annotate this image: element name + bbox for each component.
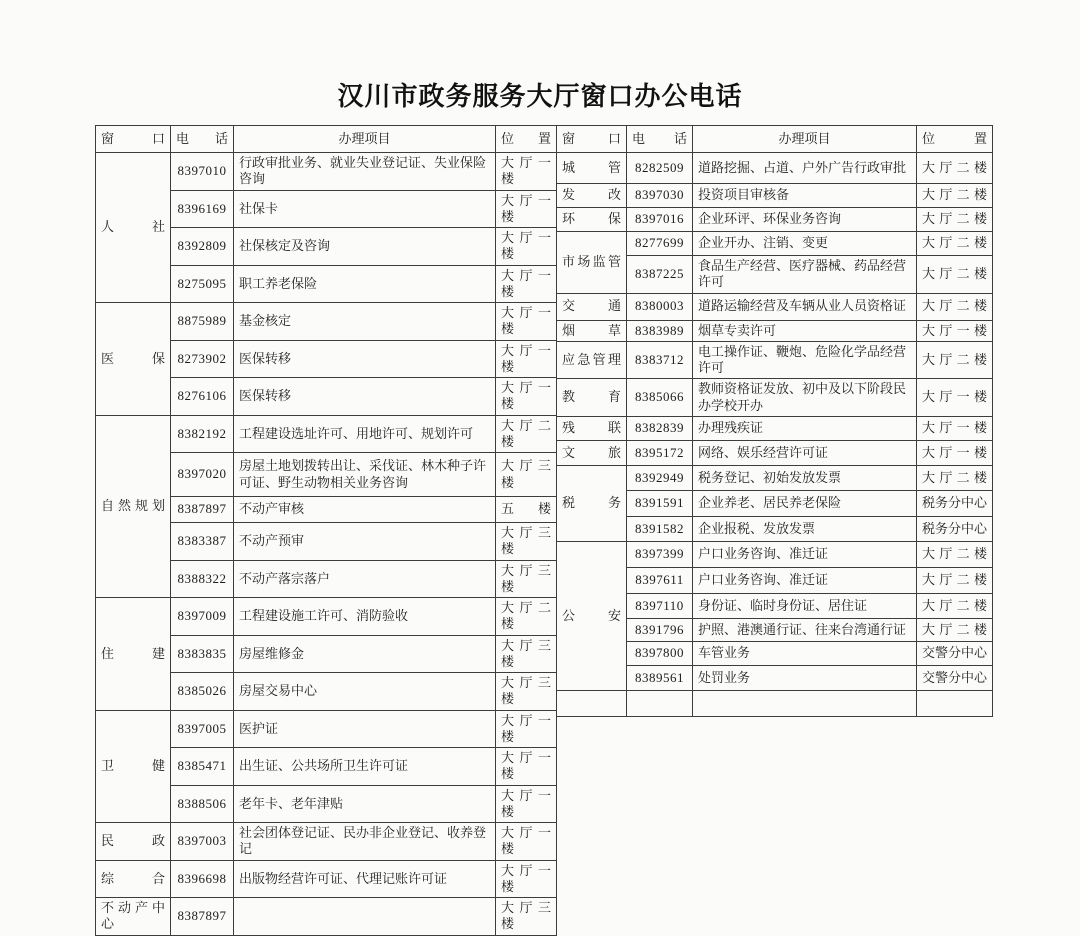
table-row	[557, 541, 993, 567]
location-cell: 大厅三楼	[496, 898, 557, 936]
table-row	[557, 208, 993, 232]
items-cell: 企业环评、环保业务咨询	[693, 208, 917, 232]
location-cell: 大厅一楼	[496, 785, 557, 823]
table-row	[96, 710, 557, 748]
phone-cell: 8397016	[627, 208, 693, 232]
items-cell: 老年卡、老年津贴	[234, 785, 496, 823]
phone-cell: 8388322	[171, 560, 234, 598]
location-cell: 大厅一楼	[496, 153, 557, 191]
location-cell: 大厅一楼	[917, 440, 993, 465]
items-cell	[234, 898, 496, 936]
items-cell: 办理残疾证	[693, 416, 917, 440]
table-header-row	[96, 126, 557, 153]
header-window: 窗口	[96, 126, 171, 153]
location-cell: 五楼	[496, 497, 557, 523]
window-group-cell: 交通	[557, 293, 627, 320]
items-cell: 车管业务	[693, 641, 917, 665]
items-cell: 医保转移	[234, 378, 496, 416]
items-cell: 房屋土地划拨转出让、采伐证、林木种子许可证、野生动物相关业务咨询	[234, 453, 496, 497]
phone-cell: 8397020	[171, 453, 234, 497]
location-cell: 大厅二楼	[917, 567, 993, 593]
items-cell: 投资项目审核备	[693, 184, 917, 208]
table-row	[96, 153, 557, 191]
phone-cell: 8391582	[627, 516, 693, 541]
phone-cell: 8385471	[171, 748, 234, 786]
phone-cell: 8392949	[627, 465, 693, 490]
table-row	[557, 153, 993, 184]
phone-cell: 8387225	[627, 256, 693, 294]
location-cell: 大厅三楼	[496, 560, 557, 598]
items-cell: 社保卡	[234, 190, 496, 228]
location-cell: 大厅二楼	[496, 598, 557, 636]
location-cell: 大厅二楼	[917, 232, 993, 256]
window-group-cell: 应急管理	[557, 341, 627, 379]
location-cell: 大厅二楼	[917, 293, 993, 320]
items-cell: 工程建设选址许可、用地许可、规划许可	[234, 415, 496, 453]
location-cell: 大厅一楼	[917, 320, 993, 341]
phone-cell: 8875989	[171, 303, 234, 341]
left-table	[95, 125, 557, 936]
page-title: 汉川市政务服务大厅窗口办公电话	[337, 82, 743, 111]
phone-cell: 8397003	[171, 823, 234, 861]
items-cell: 烟草专卖许可	[693, 320, 917, 341]
location-cell: 大厅二楼	[496, 415, 557, 453]
phone-cell: 8273902	[171, 340, 234, 378]
table-header-row	[557, 126, 993, 153]
location-cell: 交警分中心	[917, 665, 993, 690]
table-row	[96, 898, 557, 936]
location-cell: 大厅一楼	[496, 823, 557, 861]
items-cell: 社会团体登记证、民办非企业登记、收养登记	[234, 823, 496, 861]
table-row	[557, 232, 993, 256]
table-row	[557, 465, 993, 490]
phone-cell: 8397030	[627, 184, 693, 208]
phone-cell: 8397009	[171, 598, 234, 636]
window-group-cell: 发改	[557, 184, 627, 208]
header-window: 窗口	[557, 126, 627, 153]
phone-cell: 8383989	[627, 320, 693, 341]
header-items: 办理项目	[234, 126, 496, 153]
location-cell: 大厅三楼	[496, 673, 557, 711]
location-cell: 交警分中心	[917, 641, 993, 665]
table-row	[557, 341, 993, 379]
phone-cell: 8382839	[627, 416, 693, 440]
table-row	[96, 860, 557, 898]
window-group-cell: 卫健	[96, 710, 171, 823]
location-cell: 大厅三楼	[496, 453, 557, 497]
phone-cell: 8383835	[171, 635, 234, 673]
phone-cell: 8397010	[171, 153, 234, 191]
window-group-cell	[557, 690, 627, 716]
window-group-cell: 住建	[96, 598, 171, 711]
items-cell: 户口业务咨询、准迁证	[693, 541, 917, 567]
items-cell: 行政审批业务、就业失业登记证、失业保险咨询	[234, 153, 496, 191]
table-row	[557, 440, 993, 465]
location-cell	[917, 690, 993, 716]
phone-cell: 8387897	[171, 898, 234, 936]
header-location: 位置	[496, 126, 557, 153]
items-cell: 房屋交易中心	[234, 673, 496, 711]
items-cell	[693, 690, 917, 716]
items-cell: 企业开办、注销、变更	[693, 232, 917, 256]
window-group-cell: 不动产中心	[96, 898, 171, 936]
items-cell: 医护证	[234, 710, 496, 748]
location-cell: 税务分中心	[917, 490, 993, 516]
phone-cell: 8391796	[627, 618, 693, 641]
phone-cell: 8397110	[627, 593, 693, 618]
location-cell: 大厅一楼	[496, 228, 557, 266]
window-group-cell: 环保	[557, 208, 627, 232]
header-phone: 电话	[171, 126, 234, 153]
phone-cell: 8385066	[627, 379, 693, 417]
location-cell: 大厅二楼	[917, 341, 993, 379]
items-cell: 职工养老保险	[234, 265, 496, 303]
location-cell: 大厅二楼	[917, 153, 993, 184]
table-row	[557, 184, 993, 208]
items-cell: 处罚业务	[693, 665, 917, 690]
location-cell: 大厅一楼	[496, 378, 557, 416]
location-cell: 大厅三楼	[496, 635, 557, 673]
items-cell: 食品生产经营、医疗器械、药品经营许可	[693, 256, 917, 294]
phone-cell: 8396698	[171, 860, 234, 898]
table-row	[557, 320, 993, 341]
items-cell: 基金核定	[234, 303, 496, 341]
items-cell: 工程建设施工许可、消防验收	[234, 598, 496, 636]
items-cell: 道路运输经营及车辆从业人员资格证	[693, 293, 917, 320]
window-group-cell: 综合	[96, 860, 171, 898]
items-cell: 网络、娱乐经营许可证	[693, 440, 917, 465]
location-cell: 大厅一楼	[917, 379, 993, 417]
items-cell: 户口业务咨询、准迁证	[693, 567, 917, 593]
right-table	[556, 125, 993, 717]
phone-cell: 8380003	[627, 293, 693, 320]
phone-cell	[627, 690, 693, 716]
location-cell: 大厅二楼	[917, 256, 993, 294]
phone-cell: 8395172	[627, 440, 693, 465]
items-cell: 身份证、临时身份证、居住证	[693, 593, 917, 618]
phone-directory	[95, 125, 1080, 936]
items-cell: 护照、港澳通行证、往来台湾通行证	[693, 618, 917, 641]
phone-cell: 8396169	[171, 190, 234, 228]
location-cell: 大厅一楼	[496, 340, 557, 378]
phone-cell: 8388506	[171, 785, 234, 823]
location-cell: 大厅二楼	[917, 618, 993, 641]
phone-cell: 8382192	[171, 415, 234, 453]
table-row	[96, 598, 557, 636]
phone-cell: 8277699	[627, 232, 693, 256]
table-row	[557, 379, 993, 417]
phone-cell: 8276106	[171, 378, 234, 416]
window-group-cell: 文旅	[557, 440, 627, 465]
location-cell: 大厅一楼	[496, 265, 557, 303]
phone-cell: 8383387	[171, 523, 234, 561]
items-cell: 电工操作证、鞭炮、危险化学品经营许可	[693, 341, 917, 379]
items-cell: 不动产审核	[234, 497, 496, 523]
location-cell: 大厅一楼	[496, 303, 557, 341]
items-cell: 教师资格证发放、初中及以下阶段民办学校开办	[693, 379, 917, 417]
location-cell: 大厅三楼	[496, 523, 557, 561]
items-cell: 企业养老、居民养老保险	[693, 490, 917, 516]
items-cell: 出版物经营许可证、代理记账许可证	[234, 860, 496, 898]
table-row	[557, 416, 993, 440]
location-cell: 大厅一楼	[496, 710, 557, 748]
phone-cell: 8397800	[627, 641, 693, 665]
items-cell: 医保转移	[234, 340, 496, 378]
items-cell: 不动产落宗落户	[234, 560, 496, 598]
window-group-cell: 教育	[557, 379, 627, 417]
phone-cell: 8392809	[171, 228, 234, 266]
location-cell: 大厅一楼	[496, 748, 557, 786]
location-cell: 大厅一楼	[917, 416, 993, 440]
items-cell: 房屋维修金	[234, 635, 496, 673]
window-group-cell: 市场监管	[557, 232, 627, 294]
location-cell: 大厅二楼	[917, 465, 993, 490]
location-cell: 大厅二楼	[917, 593, 993, 618]
location-cell: 大厅一楼	[496, 860, 557, 898]
window-group-cell: 公安	[557, 541, 627, 690]
location-cell: 大厅二楼	[917, 541, 993, 567]
location-cell: 大厅一楼	[496, 190, 557, 228]
phone-cell: 8387897	[171, 497, 234, 523]
phone-cell: 8397005	[171, 710, 234, 748]
phone-cell: 8383712	[627, 341, 693, 379]
window-group-cell: 自然规划	[96, 415, 171, 598]
items-cell: 出生证、公共场所卫生许可证	[234, 748, 496, 786]
window-group-cell: 税务	[557, 465, 627, 541]
window-group-cell: 残联	[557, 416, 627, 440]
window-group-cell: 民政	[96, 823, 171, 861]
phone-cell: 8275095	[171, 265, 234, 303]
window-group-cell: 城管	[557, 153, 627, 184]
header-items: 办理项目	[693, 126, 917, 153]
table-row	[557, 690, 993, 716]
window-group-cell: 医保	[96, 303, 171, 416]
items-cell: 社保核定及咨询	[234, 228, 496, 266]
location-cell: 大厅二楼	[917, 208, 993, 232]
header-location: 位置	[917, 126, 993, 153]
table-row	[557, 293, 993, 320]
header-phone: 电话	[627, 126, 693, 153]
table-row	[96, 303, 557, 341]
phone-cell: 8397611	[627, 567, 693, 593]
window-group-cell: 人社	[96, 153, 171, 303]
phone-cell: 8397399	[627, 541, 693, 567]
phone-cell: 8385026	[171, 673, 234, 711]
location-cell: 大厅二楼	[917, 184, 993, 208]
phone-cell: 8389561	[627, 665, 693, 690]
phone-cell: 8282509	[627, 153, 693, 184]
window-group-cell: 烟草	[557, 320, 627, 341]
phone-cell: 8391591	[627, 490, 693, 516]
items-cell: 道路挖掘、占道、户外广告行政审批	[693, 153, 917, 184]
location-cell: 税务分中心	[917, 516, 993, 541]
table-row	[96, 415, 557, 453]
table-row	[96, 823, 557, 861]
items-cell: 不动产预审	[234, 523, 496, 561]
items-cell: 税务登记、初始发放发票	[693, 465, 917, 490]
items-cell: 企业报税、发放发票	[693, 516, 917, 541]
